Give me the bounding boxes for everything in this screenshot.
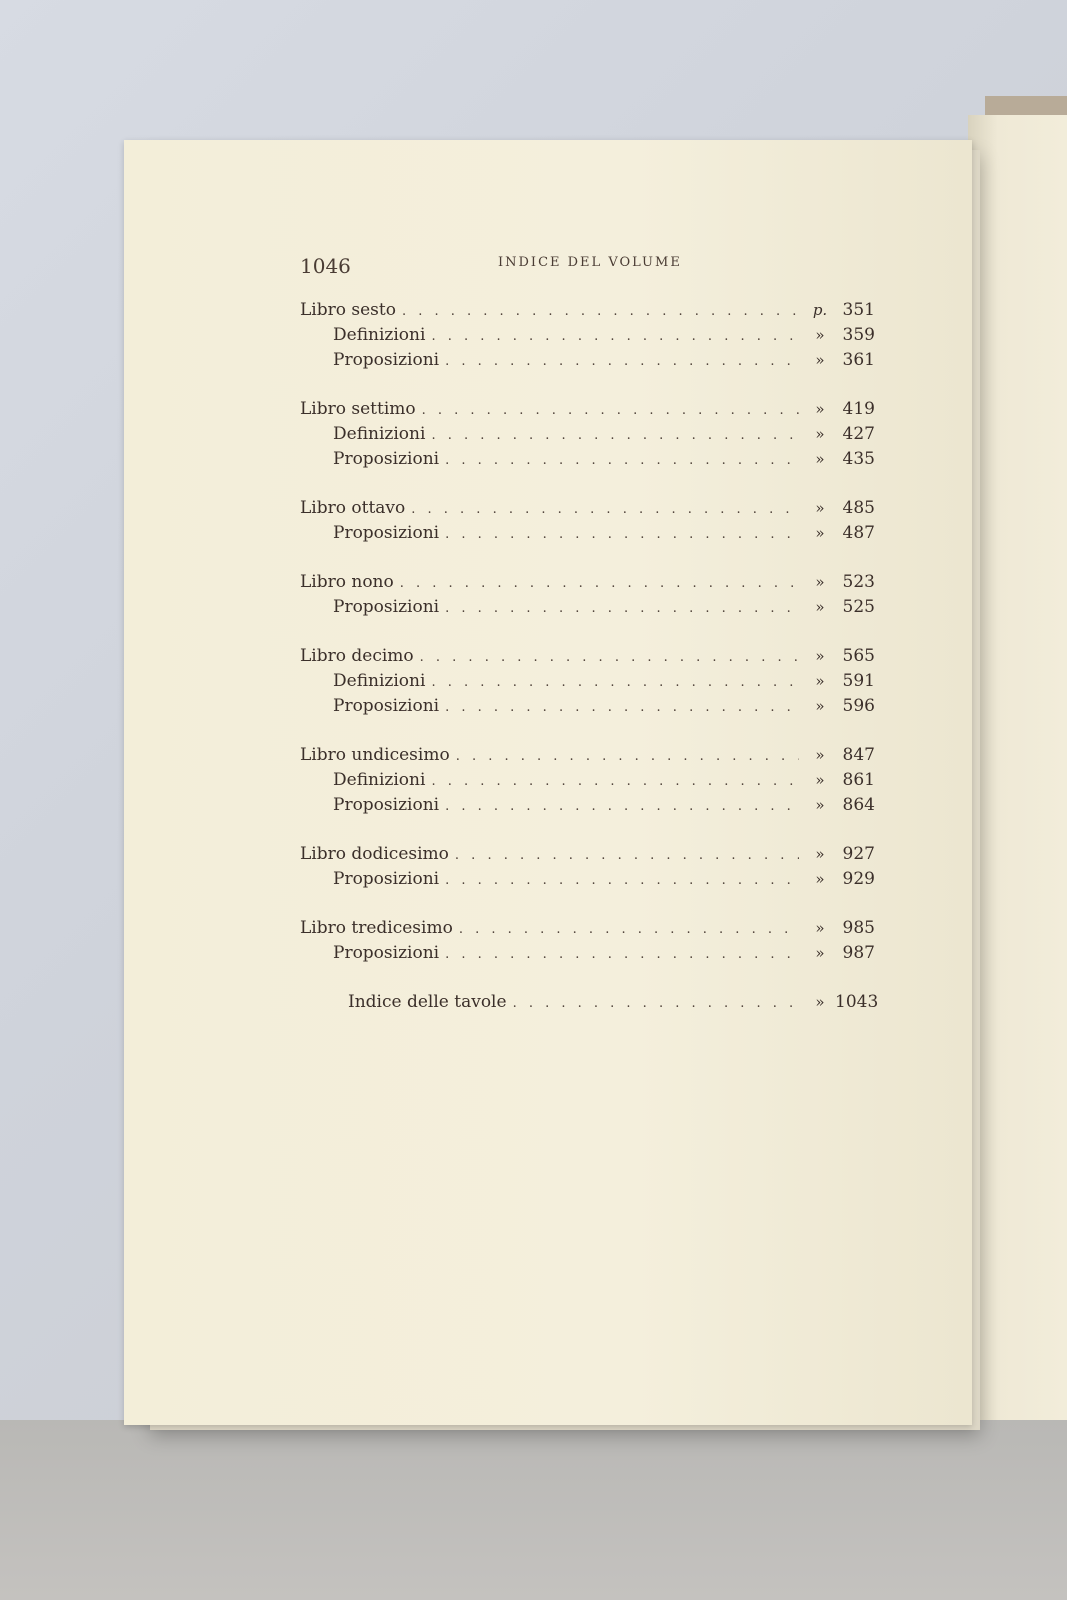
toc-group xyxy=(300,399,875,474)
toc-entry xyxy=(300,844,875,869)
toc-entry-page: 359 xyxy=(842,325,875,345)
dot-leader xyxy=(445,700,799,715)
toc-entry-page: 864 xyxy=(842,795,875,815)
toc-entry-label: Definizioni xyxy=(333,325,426,345)
toc-entry xyxy=(300,646,875,671)
toc-group xyxy=(300,844,875,894)
dot-leader xyxy=(513,996,799,1011)
toc-entry xyxy=(300,671,875,696)
dot-leader xyxy=(445,947,799,962)
toc-entry xyxy=(300,449,875,474)
page-number: 1046 xyxy=(300,254,351,278)
page-mark: » xyxy=(815,450,825,468)
dot-leader xyxy=(431,329,799,344)
toc-entry-label: Definizioni xyxy=(333,424,426,444)
page-mark: » xyxy=(815,697,825,715)
dot-leader xyxy=(459,922,799,937)
toc-entry-label: Proposizioni xyxy=(333,597,440,617)
toc-entry-page: 485 xyxy=(842,498,875,518)
page-mark: » xyxy=(815,598,825,616)
dot-leader xyxy=(456,749,799,764)
toc-entry-label: Indice delle tavole xyxy=(348,992,507,1012)
toc-entry-page: 861 xyxy=(842,770,875,790)
page-mark: » xyxy=(815,944,825,962)
page-mark: » xyxy=(815,351,825,369)
toc-entry-label: Libro dodicesimo xyxy=(300,844,449,864)
page-mark: » xyxy=(815,919,825,937)
page-mark: » xyxy=(815,499,825,517)
toc-entry xyxy=(300,523,875,548)
page-mark: » xyxy=(815,993,825,1011)
dot-leader xyxy=(400,576,799,591)
page-mark: » xyxy=(815,425,825,443)
toc-entry-page: 927 xyxy=(842,844,875,864)
toc-entry-label: Libro sesto xyxy=(300,300,396,320)
toc-entry-label: Libro undicesimo xyxy=(300,745,450,765)
toc-entry-label: Proposizioni xyxy=(333,943,440,963)
toc-entry xyxy=(300,918,875,943)
toc-entry xyxy=(300,696,875,721)
toc-entry-page: 847 xyxy=(842,745,875,765)
page-mark: » xyxy=(815,845,825,863)
toc-group xyxy=(300,300,875,375)
page-mark: p. xyxy=(812,301,828,319)
toc-entry-label: Proposizioni xyxy=(333,350,440,370)
toc-entry xyxy=(300,745,875,770)
toc-entry-label: Libro decimo xyxy=(300,646,414,666)
toc-entry-page: 361 xyxy=(842,350,875,370)
dot-leader xyxy=(422,403,799,418)
page-mark: » xyxy=(815,524,825,542)
toc-entry-page: 565 xyxy=(842,646,875,666)
dot-leader xyxy=(431,675,799,690)
toc-entry-page: 427 xyxy=(842,424,875,444)
running-head: INDICE DEL VOLUME xyxy=(498,255,682,270)
dot-leader xyxy=(411,502,799,517)
toc-group xyxy=(300,745,875,820)
dot-leader xyxy=(445,354,799,369)
toc-entry xyxy=(300,424,875,449)
toc-group xyxy=(300,498,875,548)
page-mark: » xyxy=(815,771,825,789)
dot-leader xyxy=(445,873,799,888)
dot-leader xyxy=(431,428,799,443)
toc-entry xyxy=(300,943,875,968)
toc-entry-page: 525 xyxy=(842,597,875,617)
toc-entry-page: 419 xyxy=(842,399,875,419)
dot-leader xyxy=(445,527,799,542)
table-of-contents xyxy=(300,300,879,1041)
toc-group xyxy=(300,918,875,968)
toc-entry-page: 929 xyxy=(842,869,875,889)
toc-entry-page: 523 xyxy=(842,572,875,592)
page-mark: » xyxy=(815,796,825,814)
toc-entry-label: Libro tredicesimo xyxy=(300,918,453,938)
toc-entry-page: 435 xyxy=(842,449,875,469)
toc-entry-label: Proposizioni xyxy=(333,869,440,889)
toc-entry xyxy=(300,325,875,350)
toc-entry-label: Proposizioni xyxy=(333,523,440,543)
toc-entry-label: Libro ottavo xyxy=(300,498,406,518)
toc-entry-label: Libro nono xyxy=(300,572,394,592)
toc-entry-page: 985 xyxy=(842,918,875,938)
page-mark: » xyxy=(815,573,825,591)
dot-leader xyxy=(420,650,799,665)
dot-leader xyxy=(445,799,799,814)
toc-entry xyxy=(300,399,875,424)
dot-leader xyxy=(445,601,799,616)
page-mark: » xyxy=(815,400,825,418)
toc-entry-label: Proposizioni xyxy=(333,449,440,469)
toc-group xyxy=(300,646,875,721)
toc-entry xyxy=(300,770,875,795)
toc-entry xyxy=(300,992,879,1017)
toc-entry xyxy=(300,795,875,820)
dot-leader xyxy=(445,453,799,468)
toc-entry-page: 987 xyxy=(842,943,875,963)
toc-entry-label: Definizioni xyxy=(333,671,426,691)
toc-entry-page: 591 xyxy=(842,671,875,691)
page-mark: » xyxy=(815,870,825,888)
page-mark: » xyxy=(815,672,825,690)
page-mark: » xyxy=(815,326,825,344)
toc-group xyxy=(300,572,875,622)
toc-entry-label: Definizioni xyxy=(333,770,426,790)
toc-entry xyxy=(300,350,875,375)
toc-entry-page: 487 xyxy=(842,523,875,543)
toc-group xyxy=(300,992,879,1017)
page-mark: » xyxy=(815,746,825,764)
toc-entry-label: Libro settimo xyxy=(300,399,416,419)
toc-entry xyxy=(300,869,875,894)
toc-entry xyxy=(300,572,875,597)
dot-leader xyxy=(455,848,799,863)
toc-entry-label: Proposizioni xyxy=(333,795,440,815)
dot-leader xyxy=(402,304,799,319)
toc-entry xyxy=(300,300,875,325)
toc-entry xyxy=(300,597,875,622)
page-mark: » xyxy=(815,647,825,665)
toc-entry-page: 596 xyxy=(842,696,875,716)
toc-entry-page: 1043 xyxy=(835,992,879,1012)
toc-entry-label: Proposizioni xyxy=(333,696,440,716)
dot-leader xyxy=(431,774,799,789)
table-surface xyxy=(0,1420,1067,1600)
toc-entry-page: 351 xyxy=(842,300,875,320)
toc-entry xyxy=(300,498,875,523)
facing-page xyxy=(968,115,1067,1420)
